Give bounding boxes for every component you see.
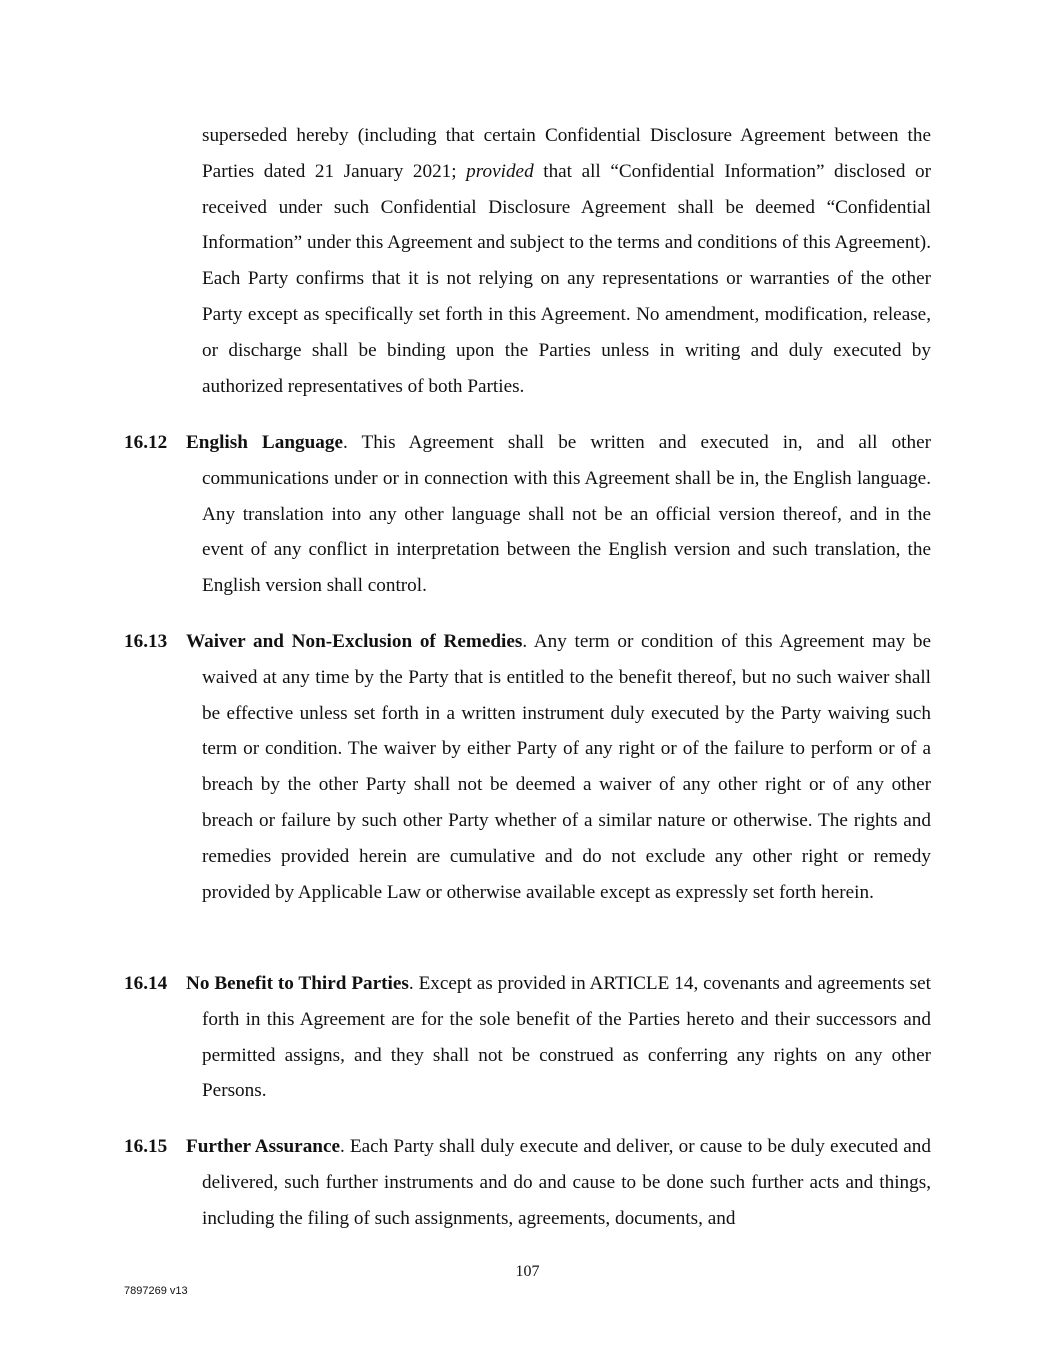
section-body: . Except as provided in ARTICLE 14, covenants and agreements set forth in this Agreement are for the sole benefit of the Parties hereto and their successors and permitted assigns, and they shall not be construed as conferring any rights on any other Persons. (202, 973, 931, 1102)
section-number: 16.13 (124, 631, 168, 652)
section-16-15 (124, 1129, 931, 1236)
continuation-text-1: superseded hereby (including that certain Confidential Disclosure Agreement between the Parties dated 21 January 2021; (202, 125, 931, 182)
section-16-12 (124, 425, 931, 604)
continuation-italic: provided (466, 160, 534, 182)
continuation-text-2: that all “Confidential Information” disclosed or received under such Confidential Disclosure Agreement shall be deemed “Confidential Information” under this Agreement and subject to the terms and conditions of this Agreement). Each Party confirms that it is not relying on any representations or warranties of the other Party except as specifically set forth in this Agreement. No amendment, modification, release, or discharge shall be binding upon the Parties unless in writing and duly executed by authorized representatives of both Parties. (202, 160, 931, 397)
section-body: . Each Party shall duly execute and deliver, or cause to be duly executed and delivered, such further instruments and do and cause to be done such further acts and things, including the filing of such assignments, agreements, documents, and (202, 1136, 931, 1229)
section-heading: No Benefit to Third Parties (186, 973, 409, 994)
section-body: . This Agreement shall be written and executed in, and all other communications under or in connection with this Agreement shall be in, the English language. Any translation into any other language shall not be an official version thereof, and in the event of any conflict in interpretation between the English version and such translation, the English version shall control. (202, 432, 931, 597)
section-heading: Waiver and Non-Exclusion of Remedies (186, 631, 523, 652)
section-heading: Further Assurance (186, 1136, 340, 1157)
section-number: 16.12 (124, 432, 168, 453)
document-id: 7897269 v13 (124, 1285, 188, 1297)
section-number: 16.15 (124, 1136, 168, 1157)
section-body: . Any term or condition of this Agreement may be waived at any time by the Party that is entitled to the benefit thereof, but no such waiver shall be effective unless set forth in a written instrument duly executed by the Party waiving such term or condition. The waiver by either Party of any right or of the failure to perform or of a breach by the other Party shall not be deemed a waiver of any other right or of any other breach or failure by such other Party whether of a similar nature or otherwise. The rights and remedies provided herein are cumulative and do not exclude any other right or remedy provided by Applicable Law or otherwise available except as expressly set forth herein. (202, 631, 932, 903)
page-number: 107 (515, 1263, 540, 1280)
section-16-14 (124, 966, 931, 1109)
section-number: 16.14 (124, 973, 168, 994)
continuation-paragraph (202, 118, 931, 404)
section-16-13 (124, 624, 931, 910)
section-heading: English Language (186, 432, 343, 453)
